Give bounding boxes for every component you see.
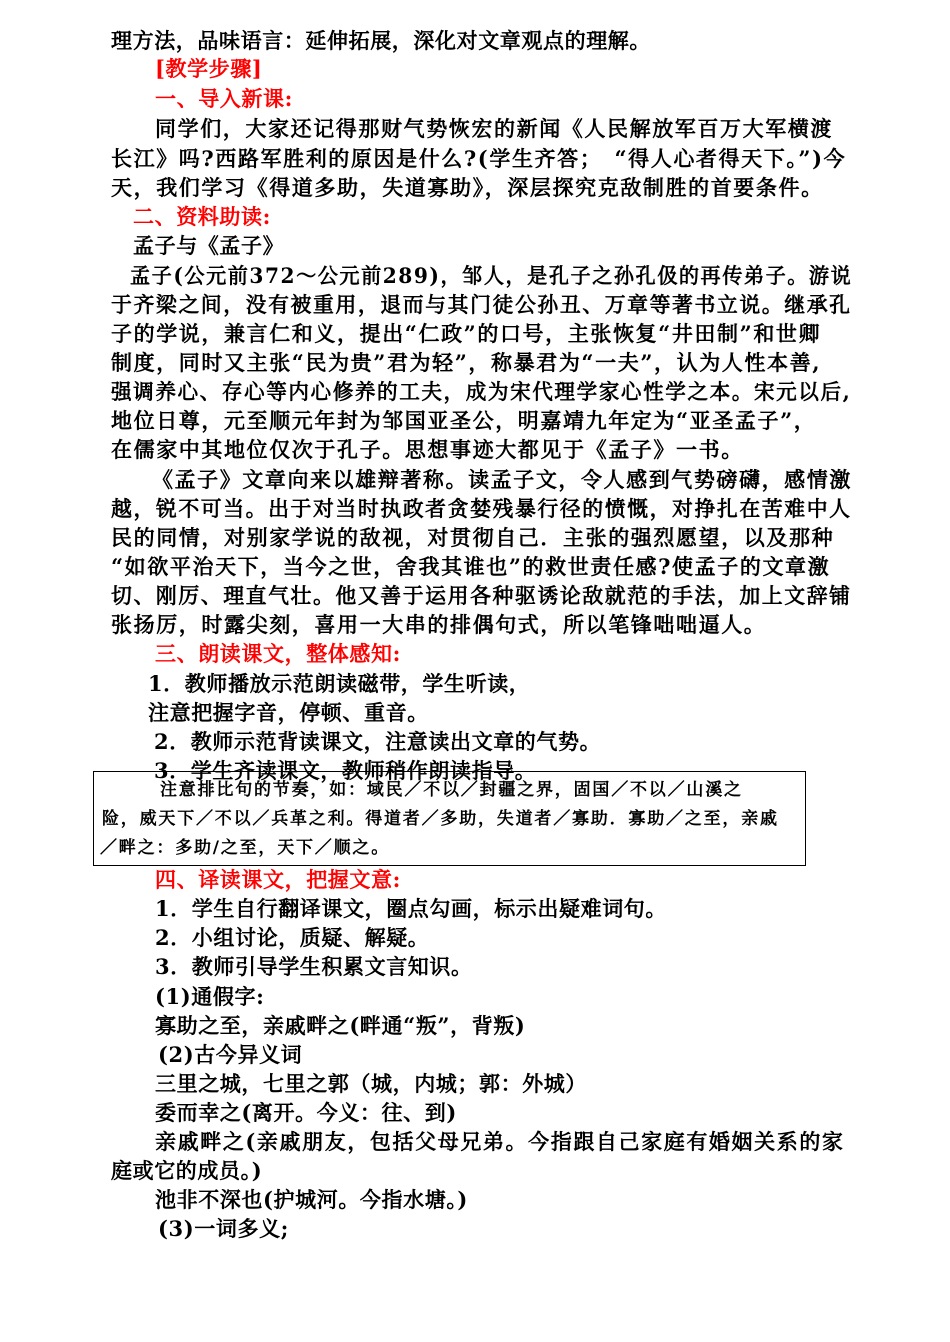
rhythm-note-box [93,771,806,866]
knowledge-category: (3)一词多义; [158,1216,290,1241]
reading-step: 注意把握字音，停顿、重音。 [148,700,429,725]
section-4-heading: 四、译读课文，把握文意: [155,867,401,892]
knowledge-example: 庭或它的成员。) [111,1158,263,1183]
translation-step: 2．小组讨论，质疑、解疑。 [155,925,430,950]
knowledge-example: 亲戚畔之(亲戚朋友，包括父母兄弟。今指跟自己家庭有婚姻关系的家 [155,1129,845,1154]
translation-step: 3．教师引导学生积累文言知识。 [155,954,473,979]
rhythm-note-line: 险，威天下／不以／兵革之利。得道者／多助，失道者／寡助．寡助／之至，亲戚 [102,809,779,829]
steps-heading: [教学步骤] [155,56,263,81]
mencius-bio-line: 于齐梁之间，没有被重用，退而与其门徒公孙丑、万章等著书立说。继承孔 [111,292,852,317]
mencius-bio-line: 子的学说，兼言仁和义，提出“仁政”的口号，主张恢复“井田制”和世卿 [111,321,822,346]
knowledge-example: 委而幸之(离开。今义：往、到) [155,1100,457,1125]
mencius-style-line: 《孟子》文章向来以雄辩著称。读孟子文，令人感到气势磅礴，感情激 [152,467,852,492]
rhythm-note-line: 注意排比句的节奏，如：域民／不以／封疆之界，固国／不以／山溪之 [160,780,743,800]
knowledge-category: (1)通假字: [155,984,265,1009]
mencius-bio-line: 强调养心、存心等内心修养的工夫，成为宋代理学家心性学之本。宋元以后, [111,379,852,404]
rhythm-note-line: ／畔之：多助/之至，天下／顺之。 [100,838,391,858]
mencius-bio-line: 地位日尊，元至顺元年封为邹国亚圣公，明嘉靖九年定为“亚圣孟子”， [111,408,817,433]
knowledge-example: 寡助之至，亲戚畔之(畔通“叛”，背叛) [155,1013,526,1038]
mencius-bio-line: 孟子(公元前372～公元前289)，邹人，是孔子之孙孔伋的再传弟子。游说 [130,263,853,288]
mencius-bio-line: 制度，同时又主张“民为贵”君为轻”，称暴君为“一夫”，认为人性本善, [111,350,822,375]
mencius-style-line: 越，锐不可当。出于对当时执政者贪婪残暴行径的愤慨，对挣扎在苦难中人 [111,496,852,521]
knowledge-example: 池非不深也(护城河。今指水塘。) [155,1187,468,1212]
reading-step: 3．学生齐读课文，教师稍作朗读指导。 [154,758,537,783]
intro-tail-line: 理方法，品味语言：延伸拓展，深化对文章观点的理解。 [111,28,651,53]
mencius-style-line: “如欲平治天下，当今之世，舍我其谁也”的救世责任感?使孟子的文章激 [111,554,831,579]
mencius-style-line: 民的同情，对别家学说的敌视，对贯彻自己．主张的强烈愿望，以及那种 [111,525,835,550]
section-1-heading: 一、导入新课: [155,86,293,111]
mencius-bio-line: 在儒家中其地位仅次于孔子。思想事迹大都见于《孟子》一书。 [111,437,744,462]
knowledge-category: (2)古今异义词 [158,1042,303,1067]
section-1-line: 天，我们学习《得道多助，失道寡助》，深层探究克敌制胜的首要条件。 [111,175,824,200]
mencius-style-line: 张扬厉，时露尖刻，喜用一大串的排偶句式，所以笔锋咄咄逼人。 [111,612,767,637]
section-2-heading: 二、资料助读: [133,204,271,229]
section-1-line: 长江》吗?西路军胜利的原因是什么?(学生齐答； “得人心者得天下。”)今 [111,146,847,171]
reading-step: 1．教师播放示范朗读磁带，学生听读， [148,671,531,696]
translation-step: 1．学生自行翻译课文，圈点勾画，标示出疑难词句。 [155,896,668,921]
reading-step: 2．教师示范背读课文，注意读出文章的气势。 [154,729,602,754]
section-3-heading: 三、朗读课文，整体感知: [155,641,401,666]
knowledge-example: 三里之城，七里之郭（城，内城；郭：外城） [155,1071,587,1096]
mencius-style-line: 切、刚厉、理直气壮。他又善于运用各种驱诱论敌就范的手法，加上文辞铺 [111,583,852,608]
section-1-line: 同学们，大家还记得那财气势恢宏的新闻《人民解放军百万大军横渡 [155,116,833,141]
section-2-subtitle: 孟子与《孟子》 [133,233,285,258]
